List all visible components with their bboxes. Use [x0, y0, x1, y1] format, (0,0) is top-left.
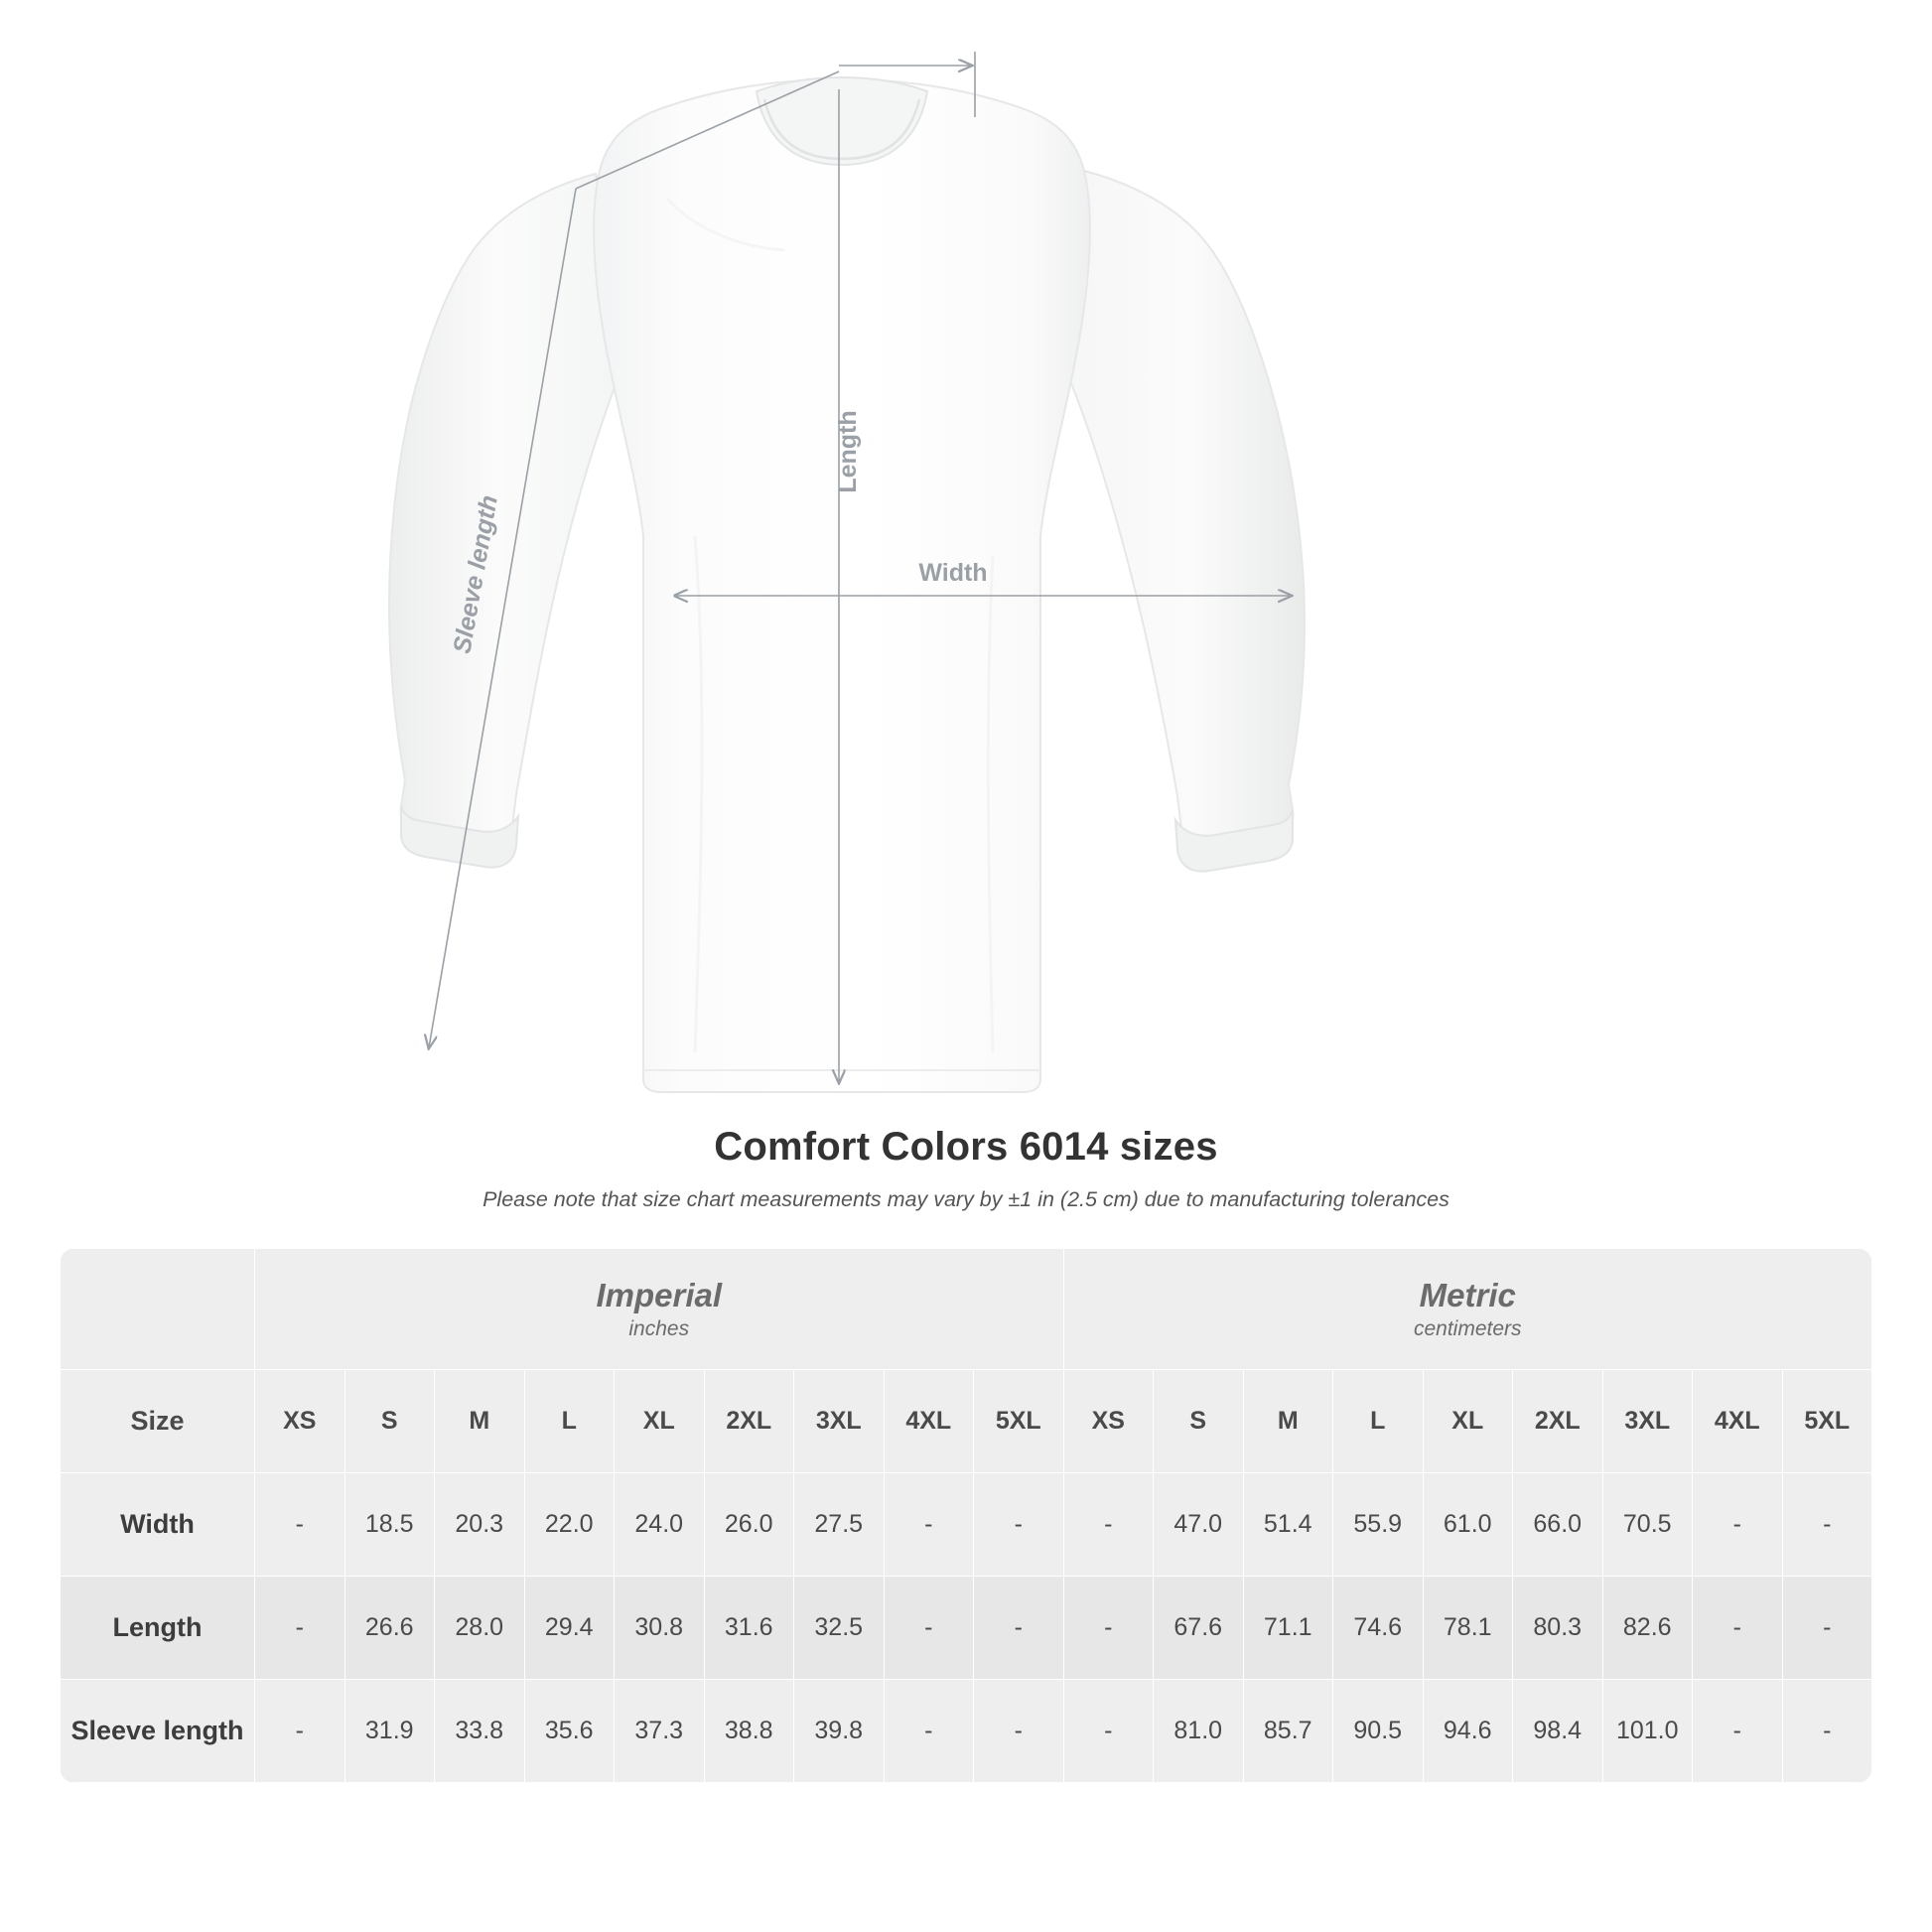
size-header-cell: XS [1063, 1370, 1154, 1473]
measurement-cell-metric: 101.0 [1602, 1680, 1693, 1783]
unit-title: Imperial [596, 1276, 723, 1313]
measurement-cell-metric: - [1782, 1577, 1872, 1680]
size-header-cell: 3XL [1602, 1370, 1693, 1473]
measurement-cell-imperial: 31.6 [704, 1577, 794, 1680]
measurement-cell-imperial: 29.4 [524, 1577, 615, 1680]
measurement-cell-metric: - [1063, 1680, 1154, 1783]
size-header-cell: 5XL [1782, 1370, 1872, 1473]
size-header-cell: 2XL [1513, 1370, 1603, 1473]
unit-subtitle: inches [628, 1317, 690, 1341]
row-label: Width [61, 1473, 255, 1577]
measurement-cell-imperial: - [884, 1680, 974, 1783]
measurement-cell-imperial: 20.3 [435, 1473, 525, 1577]
measurement-cell-imperial: 38.8 [704, 1680, 794, 1783]
measurement-cell-metric: 74.6 [1333, 1577, 1424, 1680]
measurement-cell-imperial: - [255, 1577, 345, 1680]
measurement-cell-metric: - [1693, 1473, 1783, 1577]
measurement-cell-metric: 90.5 [1333, 1680, 1424, 1783]
measurement-cell-metric: - [1782, 1680, 1872, 1783]
size-header-cell: 2XL [704, 1370, 794, 1473]
size-header-cell: L [1333, 1370, 1424, 1473]
measurement-cell-imperial: 22.0 [524, 1473, 615, 1577]
measurement-cell-metric: 82.6 [1602, 1577, 1693, 1680]
measurement-cell-imperial: 24.0 [615, 1473, 705, 1577]
size-header-cell: M [435, 1370, 525, 1473]
table-row [61, 1577, 1872, 1680]
page-title: Comfort Colors 6014 sizes [714, 1125, 1218, 1169]
measurement-cell-metric: - [1063, 1473, 1154, 1577]
unit-header-row [61, 1249, 1872, 1370]
size-table [60, 1248, 1872, 1783]
unit-subtitle: centimeters [1413, 1317, 1522, 1341]
unit-header-imperial [255, 1249, 1064, 1370]
measurement-cell-metric: 94.6 [1423, 1680, 1513, 1783]
measurement-cell-imperial: 18.5 [345, 1473, 435, 1577]
measurement-cell-imperial: 26.6 [345, 1577, 435, 1680]
measurement-cell-imperial: - [974, 1680, 1064, 1783]
measurement-cell-metric: 98.4 [1513, 1680, 1603, 1783]
shirt-shape [389, 77, 1305, 1092]
measurement-cell-imperial: - [884, 1473, 974, 1577]
size-header-cell: S [345, 1370, 435, 1473]
measurement-cell-metric: 67.6 [1154, 1577, 1244, 1680]
row-label: Length [61, 1577, 255, 1680]
measurement-cell-metric: 70.5 [1602, 1473, 1693, 1577]
measurement-cell-imperial: 39.8 [794, 1680, 885, 1783]
measurement-cell-imperial: 37.3 [615, 1680, 705, 1783]
measurement-cell-imperial: - [974, 1577, 1064, 1680]
unit-title: Metric [1419, 1276, 1516, 1313]
measurement-cell-imperial: 26.0 [704, 1473, 794, 1577]
measurement-cell-metric: 85.7 [1243, 1680, 1333, 1783]
measurement-cell-imperial: 28.0 [435, 1577, 525, 1680]
measurement-cell-metric: 71.1 [1243, 1577, 1333, 1680]
size-header-cell: M [1243, 1370, 1333, 1473]
tolerance-note: Please note that size chart measurements may vary by ±1 in (2.5 cm) due to manufacturing tolerances [483, 1187, 1449, 1211]
measurement-cell-imperial: - [255, 1680, 345, 1783]
size-header-label: Size [61, 1370, 255, 1473]
row-label: Sleeve length [61, 1680, 255, 1783]
size-table-wrapper [60, 1248, 1872, 1783]
size-header-cell: 4XL [884, 1370, 974, 1473]
size-header-cell: L [524, 1370, 615, 1473]
measurement-cell-metric: 80.3 [1513, 1577, 1603, 1680]
measurement-cell-imperial: 27.5 [794, 1473, 885, 1577]
measurement-cell-metric: - [1693, 1577, 1783, 1680]
size-header-cell: XS [255, 1370, 345, 1473]
heading-block [0, 1125, 1932, 1212]
measurement-cell-metric: - [1063, 1577, 1154, 1680]
unit-header-metric [1063, 1249, 1872, 1370]
measurement-cell-metric: 47.0 [1154, 1473, 1244, 1577]
size-header-cell: S [1154, 1370, 1244, 1473]
measurement-cell-metric: 78.1 [1423, 1577, 1513, 1680]
size-header-cell: XL [1423, 1370, 1513, 1473]
measurement-cell-metric: 55.9 [1333, 1473, 1424, 1577]
size-header-cell: XL [615, 1370, 705, 1473]
measurement-cell-imperial: - [974, 1473, 1064, 1577]
measurement-cell-imperial: 33.8 [435, 1680, 525, 1783]
size-header-cell: 5XL [974, 1370, 1064, 1473]
unit-header-spacer [61, 1249, 255, 1370]
measurement-cell-imperial: 31.9 [345, 1680, 435, 1783]
measurement-cell-imperial: - [255, 1473, 345, 1577]
table-row [61, 1680, 1872, 1783]
length-label: Length [834, 410, 862, 493]
size-header-row [61, 1370, 1872, 1473]
measurement-cell-metric: 61.0 [1423, 1473, 1513, 1577]
table-row [61, 1473, 1872, 1577]
measurement-cell-metric: - [1782, 1473, 1872, 1577]
sleeve-length-label: Sleeve length [448, 492, 503, 656]
measurement-cell-imperial: - [884, 1577, 974, 1680]
measurement-cell-metric: 81.0 [1154, 1680, 1244, 1783]
measurement-cell-metric: - [1693, 1680, 1783, 1783]
measurement-cell-imperial: 30.8 [615, 1577, 705, 1680]
measurement-cell-imperial: 32.5 [794, 1577, 885, 1680]
measurement-cell-imperial: 35.6 [524, 1680, 615, 1783]
measurement-cell-metric: 51.4 [1243, 1473, 1333, 1577]
width-label: Width [918, 559, 988, 587]
measurement-cell-metric: 66.0 [1513, 1473, 1603, 1577]
size-header-cell: 3XL [794, 1370, 885, 1473]
size-header-cell: 4XL [1693, 1370, 1783, 1473]
